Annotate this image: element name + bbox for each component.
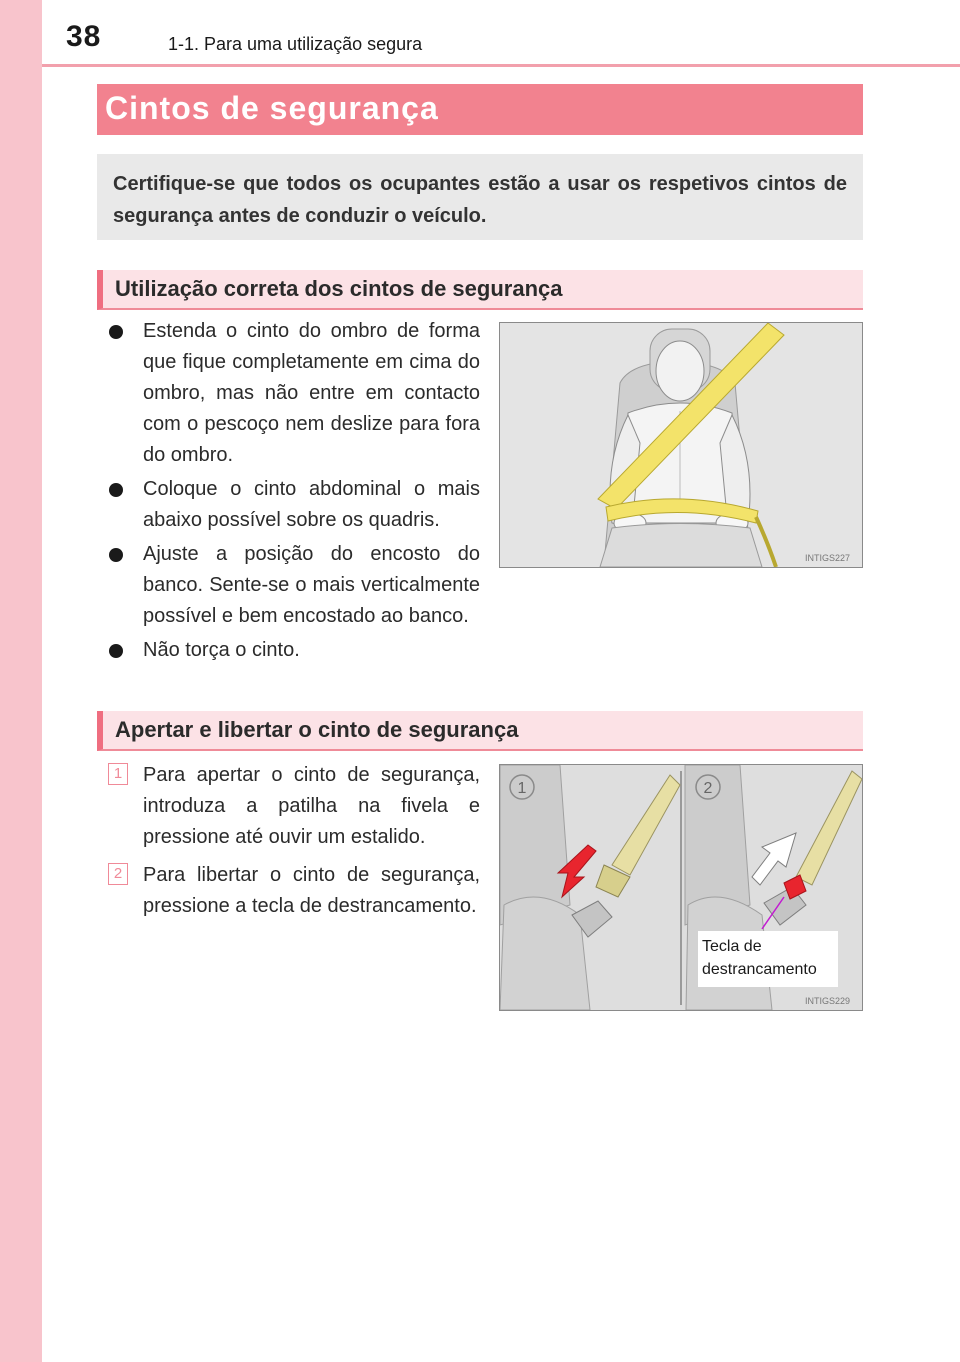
header-rule <box>42 64 960 67</box>
bullet-icon <box>109 644 123 658</box>
list-item <box>106 316 480 471</box>
intro-box <box>97 154 863 240</box>
bullet-icon <box>109 325 123 339</box>
step-list <box>106 760 480 929</box>
list-item <box>106 860 480 922</box>
bullet-text: Coloque o cinto abdominal o mais abaixo possível sobre os quadris. <box>143 478 480 531</box>
bullet-icon <box>109 483 123 497</box>
list-item <box>106 635 480 666</box>
subheading-correct-use <box>97 270 863 310</box>
step-number: 2 <box>108 863 128 885</box>
step-text: Para libertar o cinto de segurança, pressione a tecla de destrancamento. <box>143 864 480 917</box>
panel-number: 1 <box>517 780 527 797</box>
page-number: 38 <box>66 20 102 53</box>
figure-code: INTIGS227 <box>805 553 851 563</box>
step-number: 1 <box>108 763 128 785</box>
subheading-text: Apertar e libertar o cinto de segurança <box>115 717 519 742</box>
subheading-fasten-release <box>97 711 863 751</box>
panel-number: 2 <box>703 780 713 797</box>
bullet-text: Ajuste a posição do encosto do banco. Sente-se o mais verticalmente possível e bem encostado ao banco. <box>143 543 480 627</box>
subheading-text: Utilização correta dos cintos de segurança <box>115 276 563 301</box>
bullet-text: Não torça o cinto. <box>143 639 300 661</box>
side-tab-strip <box>0 0 42 1362</box>
callout-label <box>698 931 838 987</box>
occupant-illustration <box>500 323 862 567</box>
callout-line: Tecla de <box>702 938 762 955</box>
list-item <box>106 760 480 853</box>
section-title: Cintos de segurança <box>105 90 439 126</box>
intro-text: Certifique-se que todos os ocupantes estão a usar os respetivos cintos de segurança antes de conduzir o veículo. <box>113 173 847 227</box>
buckle-figure <box>499 764 863 1011</box>
step-text: Para apertar o cinto de segurança, introduza a patilha na fivela e pressione até ouvir um estalido. <box>143 764 480 848</box>
section-title-bar <box>97 84 863 135</box>
bullet-text: Estenda o cinto do ombro de forma que fique completamente em cima do ombro, mas não entre em contacto com o pescoço nem deslize para fora do ombro. <box>143 320 480 466</box>
callout-line: destrancamento <box>702 961 817 978</box>
list-item <box>106 474 480 536</box>
list-item <box>106 539 480 632</box>
bullet-list <box>106 316 480 669</box>
running-head: 1-1. Para uma utilização segura <box>168 34 423 54</box>
seatbelt-position-figure <box>499 322 863 568</box>
bullet-icon <box>109 548 123 562</box>
figure-code: INTIGS229 <box>805 996 851 1006</box>
